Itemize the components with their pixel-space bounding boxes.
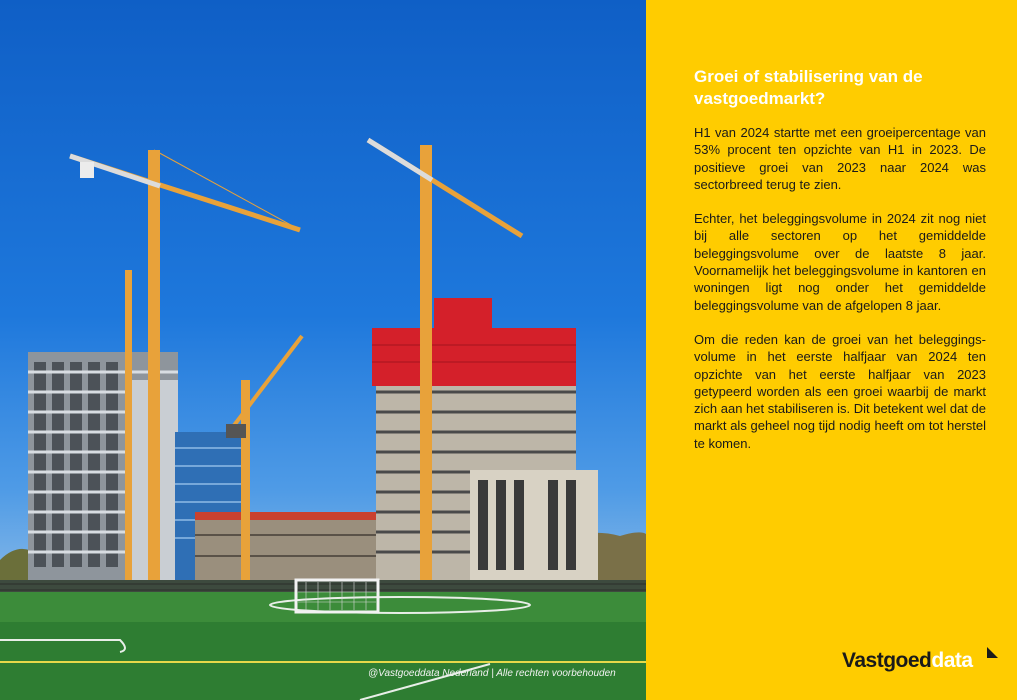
text-panel	[646, 0, 1017, 700]
logo-part-1: Vastgoed	[842, 649, 932, 672]
article-title: Groei of stabilisering van de vastgoedmarkt?	[694, 67, 923, 108]
paragraph: Om die reden kan de groei van het beleggings-volume in het eerste halfjaar van 2024 ten opzichte van het eerste halfjaar van 2023 getypeerd worden als een groei waarbij de markt zich aan het stabiliseren is. Dit betekent wel dat de markt als geheel nog tijd nodig heeft om tot herstel te komen.	[694, 331, 986, 451]
vastgoeddata-logo	[842, 649, 973, 677]
logo-part-2: data	[931, 649, 973, 672]
paragraph: H1 van 2024 startte met een groeipercentage van 53% procent ten opzichte van H1 in 2023. De positieve groei van 2023 naar 2024 was sectorbreed terug te zien.	[694, 125, 986, 192]
article-body	[694, 124, 986, 469]
logo-corner-icon	[987, 647, 998, 658]
paragraph: Echter, het beleggingsvolume in 2024 zit nog niet bij alle sectoren op het gemiddelde beleggingsvolume over de laatste 8 jaar. Voornamelijk het beleggingsvolume in kantoren en woningen ligt nog onder het gemiddelde beleggingsvolume van de afgelopen 8 jaar.	[694, 211, 986, 313]
photo-copyright: @Vastgoeddata Nederland | Alle rechten voorbehouden	[368, 668, 616, 679]
